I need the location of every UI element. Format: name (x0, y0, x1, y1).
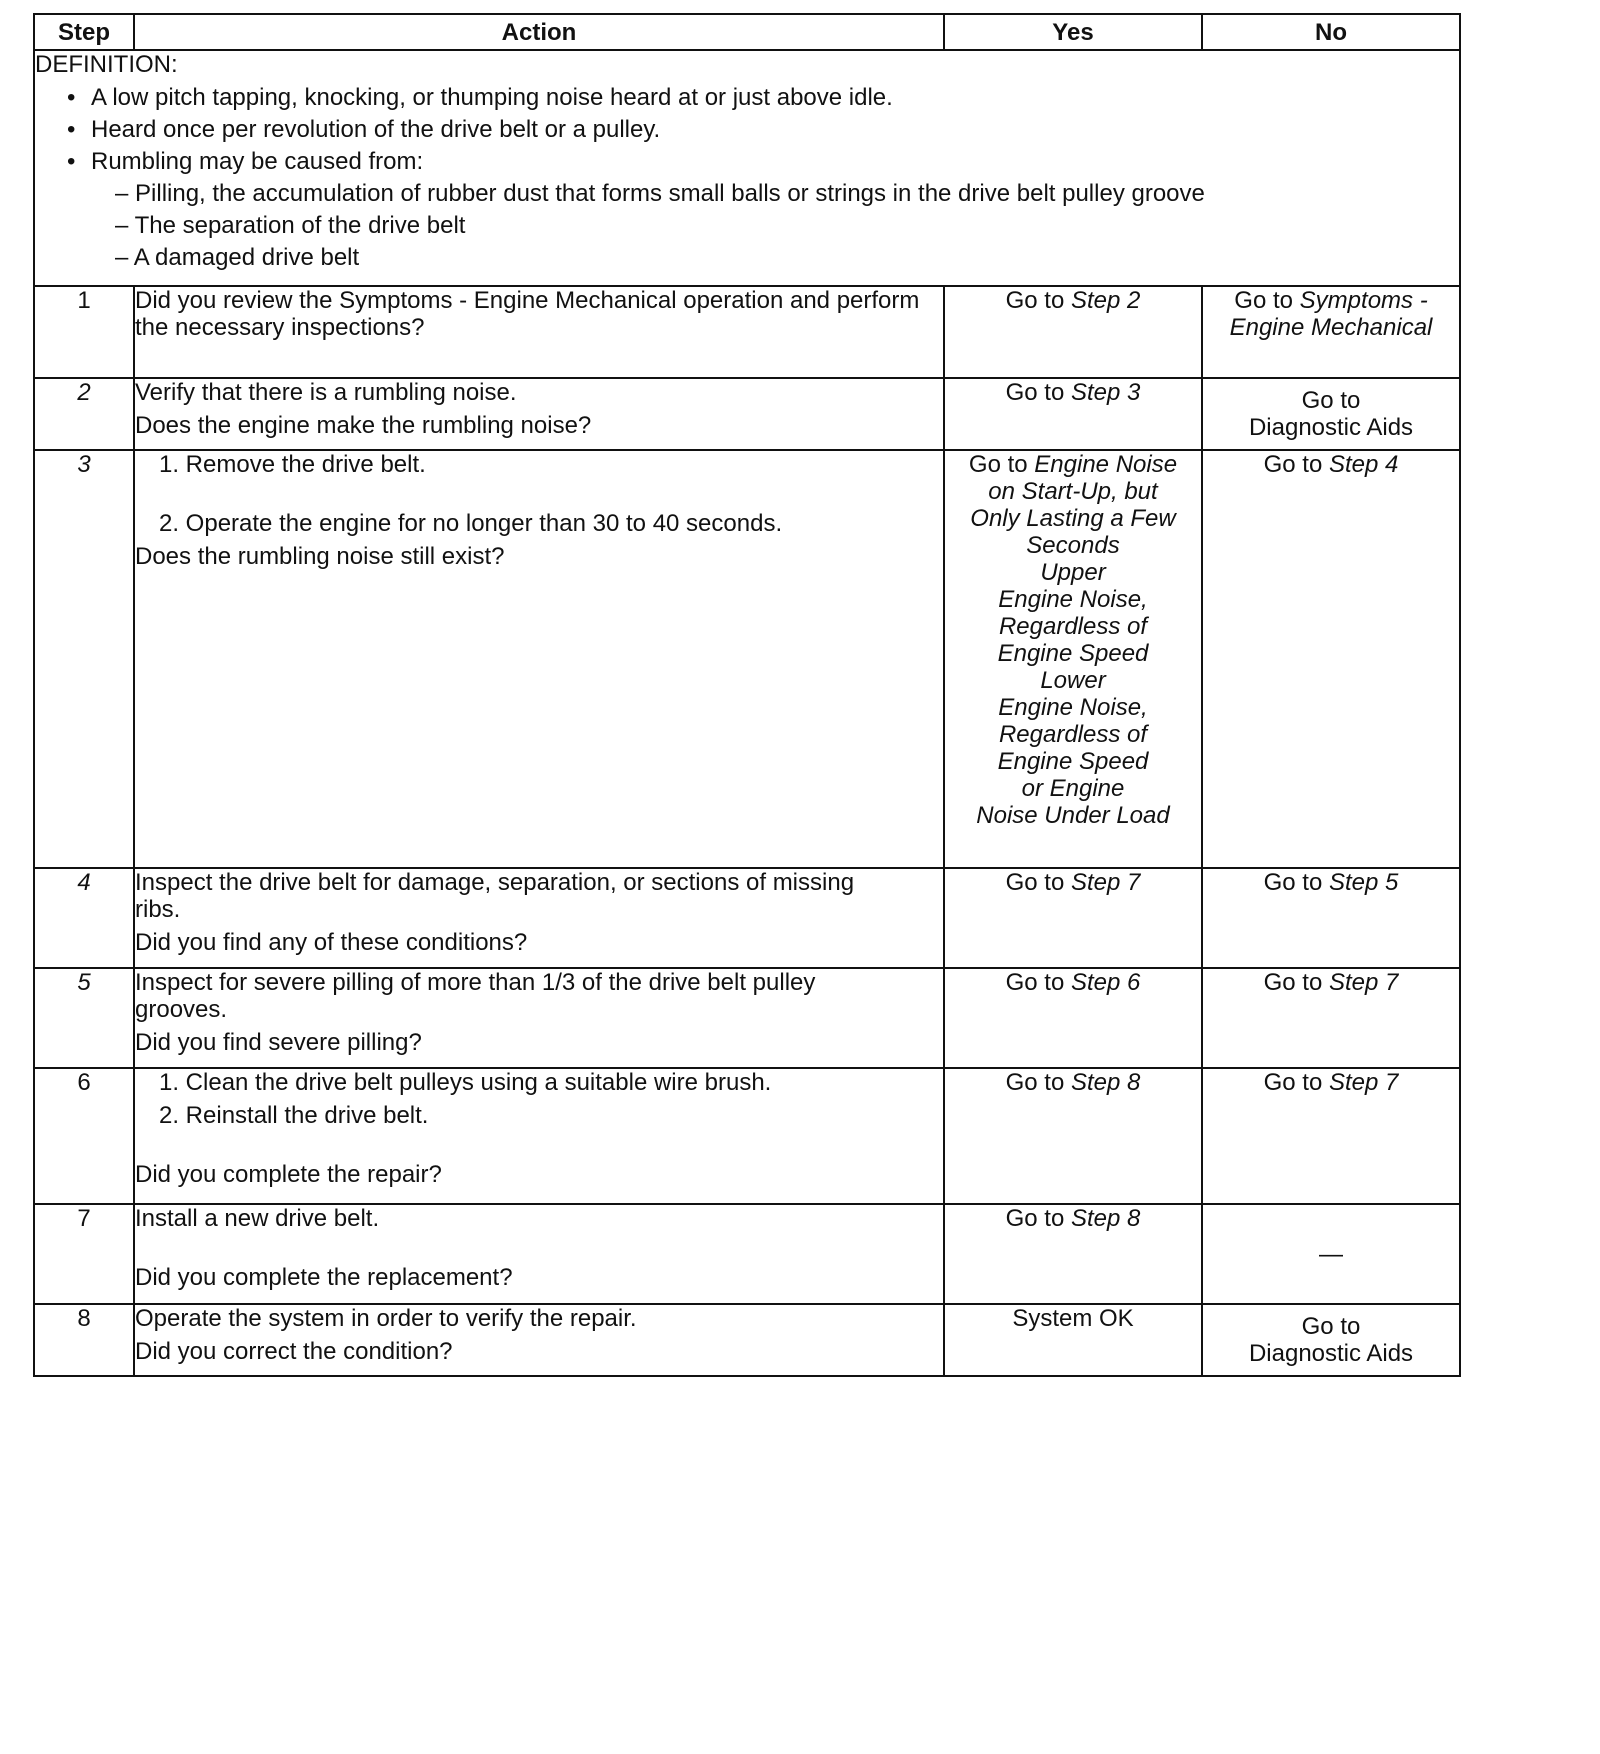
yes-cell (944, 968, 1202, 1068)
yes-step-link[interactable]: Step 3 (1070, 379, 1141, 406)
step-action (134, 1204, 944, 1304)
definition-cell (34, 50, 1460, 286)
yes-prefix: Go to (1005, 1205, 1071, 1232)
no-prefix: Go to (1263, 1069, 1329, 1096)
step-action (134, 378, 944, 450)
step-action (134, 450, 944, 868)
step-action (134, 968, 944, 1068)
yes-system-ok: System OK (1012, 1305, 1134, 1332)
yes-prefix: Go to (1005, 379, 1071, 406)
step-row-7 (34, 1204, 1460, 1304)
no-diagnostic-aids-link[interactable]: Go to Diagnostic Aids (1248, 387, 1414, 441)
yes-cell (944, 1204, 1202, 1304)
step-action (134, 286, 944, 378)
no-prefix: Go to (1263, 451, 1329, 478)
step-number: 5 (34, 968, 134, 1068)
yes-step-link[interactable]: Step 2 (1070, 287, 1141, 314)
yes-step-link[interactable]: Step 8 (1070, 1205, 1141, 1232)
step-number: 4 (34, 868, 134, 968)
action-text: Inspect the drive belt for damage, separation, or sections of missing ribs. (135, 869, 855, 923)
no-step-link[interactable]: Step 7 (1328, 1069, 1399, 1096)
no-step-link[interactable]: Step 7 (1328, 969, 1399, 996)
action-question: Did you find any of these conditions? (135, 929, 528, 956)
definition-bullet: • A low pitch tapping, knocking, or thumping noise heard at or just above idle. (67, 84, 1459, 111)
diagnostic-table (33, 13, 1461, 1377)
yes-line: Seconds (1026, 532, 1120, 559)
no-cell (1202, 286, 1460, 378)
action-text: Install a new drive belt. (135, 1205, 380, 1232)
step-number: 1 (34, 286, 134, 378)
yes-prefix: Go to (1005, 969, 1071, 996)
yes-cell (944, 868, 1202, 968)
action-question: Did you complete the repair? (135, 1161, 442, 1188)
action-text: Inspect for severe pilling of more than 1/3 of the drive belt pulley grooves. (135, 969, 816, 1023)
step-row-1 (34, 286, 1460, 378)
yes-line: Engine Speed (997, 640, 1149, 667)
yes-prefix: Go to (1005, 287, 1071, 314)
yes-line: Upper (1040, 559, 1106, 586)
step-row-8 (34, 1304, 1460, 1376)
header-no: No (1202, 14, 1460, 50)
no-step-link[interactable]: Step 5 (1328, 869, 1399, 896)
yes-line: Engine Noise (1034, 451, 1178, 478)
yes-line: or Engine (1021, 775, 1125, 802)
yes-step-link[interactable]: Step 6 (1070, 969, 1141, 996)
action-text: Did you review the Symptoms - Engine Mechanical operation and perform the necessary inspections? (135, 287, 920, 341)
definition-bullet: • Heard once per revolution of the drive belt or a pulley. (67, 116, 1459, 143)
action-item: 2. Reinstall the drive belt. (159, 1102, 429, 1129)
definition-sub-item: – Pilling, the accumulation of rubber dust that forms small balls or strings in the drive belt pulley groove (115, 180, 1205, 207)
action-question: Did you correct the condition? (135, 1338, 453, 1365)
action-item: 1. Remove the drive belt. (159, 451, 426, 478)
yes-prefix: Go to (968, 451, 1035, 478)
no-prefix: Go to (1263, 969, 1329, 996)
step-row-3 (34, 450, 1460, 868)
yes-cell (944, 1304, 1202, 1376)
action-question: Did you complete the replacement? (135, 1264, 513, 1291)
no-symptoms-link[interactable]: Symptoms - Engine Mechanical (1229, 287, 1433, 341)
action-question: Does the rumbling noise still exist? (135, 543, 505, 570)
yes-step-link[interactable]: Step 7 (1070, 869, 1141, 896)
definition-bullet: • Rumbling may be caused from: (67, 148, 1459, 175)
definition-sub-item: – The separation of the drive belt (115, 212, 466, 239)
yes-prefix: Go to (1005, 869, 1071, 896)
definition-title: DEFINITION: (35, 51, 178, 78)
header-action: Action (134, 14, 944, 50)
yes-cell (944, 378, 1202, 450)
yes-engine-noise-links[interactable] (945, 451, 1201, 829)
definition-row (34, 50, 1460, 286)
no-cell (1202, 1068, 1460, 1204)
action-question: Does the engine make the rumbling noise? (135, 412, 592, 439)
no-cell (1202, 378, 1460, 450)
yes-line: Noise Under Load (976, 802, 1170, 829)
step-row-5 (34, 968, 1460, 1068)
no-cell (1202, 968, 1460, 1068)
step-row-6 (34, 1068, 1460, 1204)
step-number: 8 (34, 1304, 134, 1376)
header-step: Step (34, 14, 134, 50)
step-number: 7 (34, 1204, 134, 1304)
step-number: 2 (34, 378, 134, 450)
definition-sub-item: – A damaged drive belt (115, 244, 360, 271)
step-number: 3 (34, 450, 134, 868)
yes-line: Engine Speed (997, 748, 1149, 775)
no-step-link[interactable]: Step 4 (1328, 451, 1399, 478)
no-cell (1202, 1304, 1460, 1376)
no-cell (1202, 868, 1460, 968)
yes-line: Regardless of (998, 721, 1148, 748)
yes-line: Regardless of (998, 613, 1148, 640)
action-text: Operate the system in order to verify the repair. (135, 1305, 637, 1332)
step-row-4 (34, 868, 1460, 968)
yes-cell (944, 286, 1202, 378)
yes-line: on Start-Up, but (988, 478, 1158, 505)
step-number: 6 (34, 1068, 134, 1204)
yes-cell (944, 450, 1202, 868)
no-diagnostic-aids-link[interactable]: Go to Diagnostic Aids (1248, 1313, 1414, 1367)
header-row (34, 14, 1460, 50)
action-question: Did you find severe pilling? (135, 1029, 422, 1056)
yes-cell (944, 1068, 1202, 1204)
action-item: 2. Operate the engine for no longer than 30 to 40 seconds. (159, 510, 783, 537)
yes-line: Lower (1040, 667, 1106, 694)
yes-step-link[interactable]: Step 8 (1070, 1069, 1141, 1096)
step-action (134, 868, 944, 968)
step-action (134, 1068, 944, 1204)
no-cell (1202, 450, 1460, 868)
step-row-2 (34, 378, 1460, 450)
step-action (134, 1304, 944, 1376)
action-text: Verify that there is a rumbling noise. (135, 379, 517, 406)
yes-line: Engine Noise, (998, 694, 1148, 721)
no-prefix: Go to (1234, 287, 1300, 314)
yes-line: Only Lasting a Few (970, 505, 1176, 532)
no-prefix: Go to (1263, 869, 1329, 896)
no-cell (1202, 1204, 1460, 1304)
header-yes: Yes (944, 14, 1202, 50)
action-item: 1. Clean the drive belt pulleys using a suitable wire brush. (159, 1069, 772, 1096)
no-dash: — (1319, 1240, 1343, 1268)
yes-prefix: Go to (1005, 1069, 1071, 1096)
yes-line: Engine Noise, (998, 586, 1148, 613)
